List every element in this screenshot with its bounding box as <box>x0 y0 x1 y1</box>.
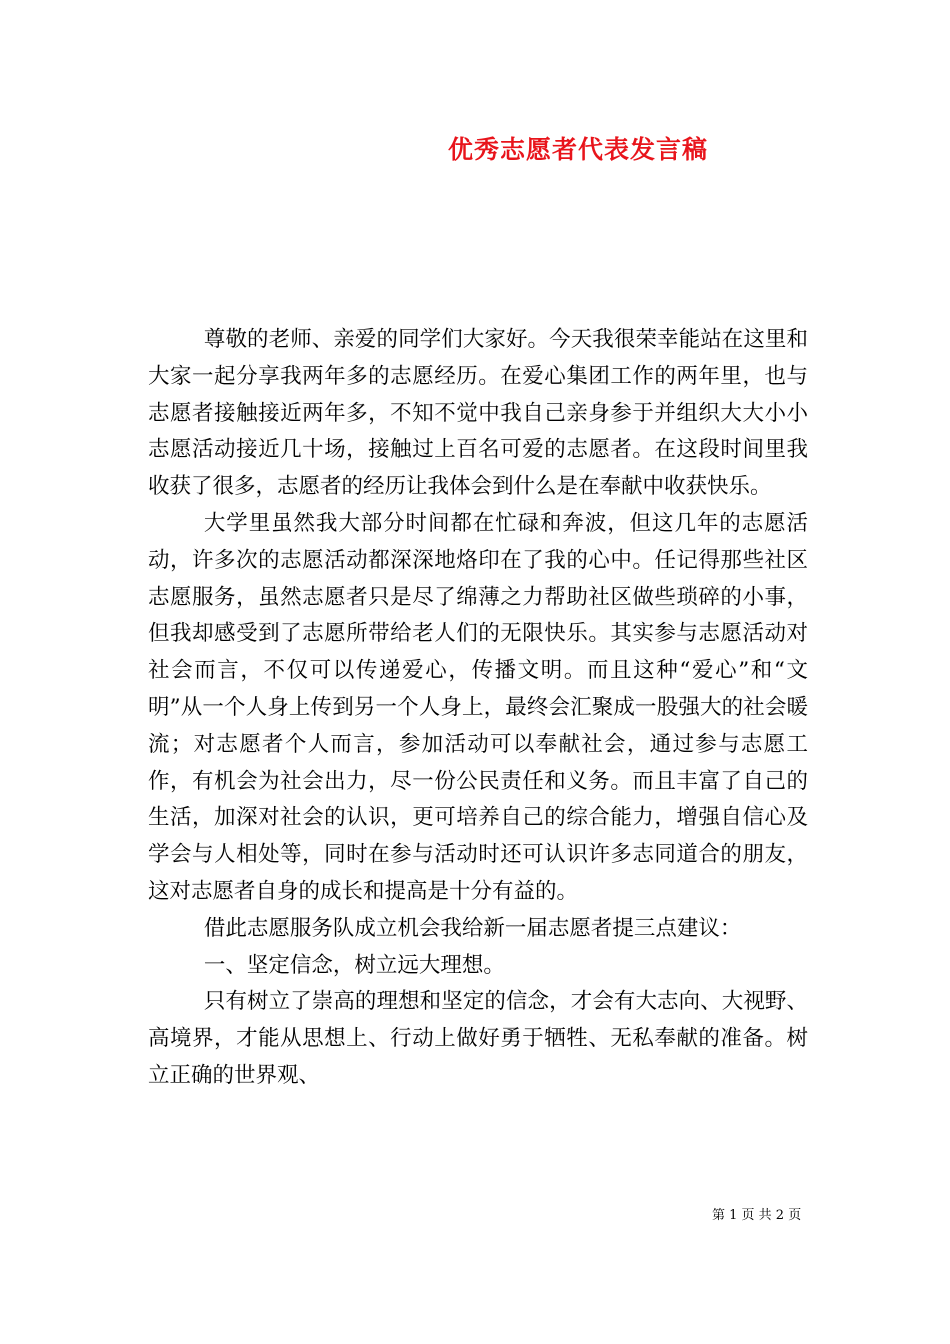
document-title: 优秀志愿者代表发言稿 <box>448 135 709 164</box>
page-number-footer: 第 1 页 共 2 页 <box>712 1208 802 1223</box>
paragraph-suggestion-heading: 一、坚定信念，树立远大理想。 <box>203 952 505 978</box>
paragraph-suggestions-intro: 借此志愿服务队成立机会我给新一届志愿者提三点建议： <box>203 915 742 941</box>
document-body <box>148 322 808 1095</box>
paragraph-greeting: 尊敬的老师、亲爱的同学们大家好。今天我很荣幸能站在这里和大家一起分享我两年多的志愿经历。在爱心集团工作的两年里，也与志愿者接触接近两年多，不知不觉中我自己亲身参于并组织大大小小志愿活动接近几十场，接触过上百名可爱的志愿者。在这段时间里我收获了很多，志愿者的经历让我体会到什么是在奉献中收获快乐。 <box>148 327 808 500</box>
paragraph-experience: 大学里虽然我大部分时间都在忙碌和奔波，但这几年的志愿活动，许多次的志愿活动都深深地烙印在了我的心中。任记得那些社区志愿服务，虽然志愿者只是尽了绵薄之力帮助社区做些琐碎的小事，但我却感受到了志愿所带给老人们的无限快乐。其实参与志愿活动对社会而言，不仅可以传递爱心，传播文明。而且这种“爱心”和“文明”从一个人身上传到另一个人身上，最终会汇聚成一股强大的社会暖流；对志愿者个人而言，参加活动可以奉献社会，通过参与志愿工作，有机会为社会出力，尽一份公民责任和义务。而且丰富了自己的生活，加深对社会的认识，更可培养自己的综合能力，增强自信心及学会与人相处等，同时在参与活动时还可认识许多志同道合的朋友，这对志愿者自身的成长和提高是十分有益的。 <box>148 510 808 904</box>
paragraph-ideals: 只有树立了崇高的理想和坚定的信念，才会有大志向、大视野、高境界，才能从思想上、行动上做好勇于牺牲、无私奉献的准备。树立正确的世界观、 <box>148 989 808 1088</box>
